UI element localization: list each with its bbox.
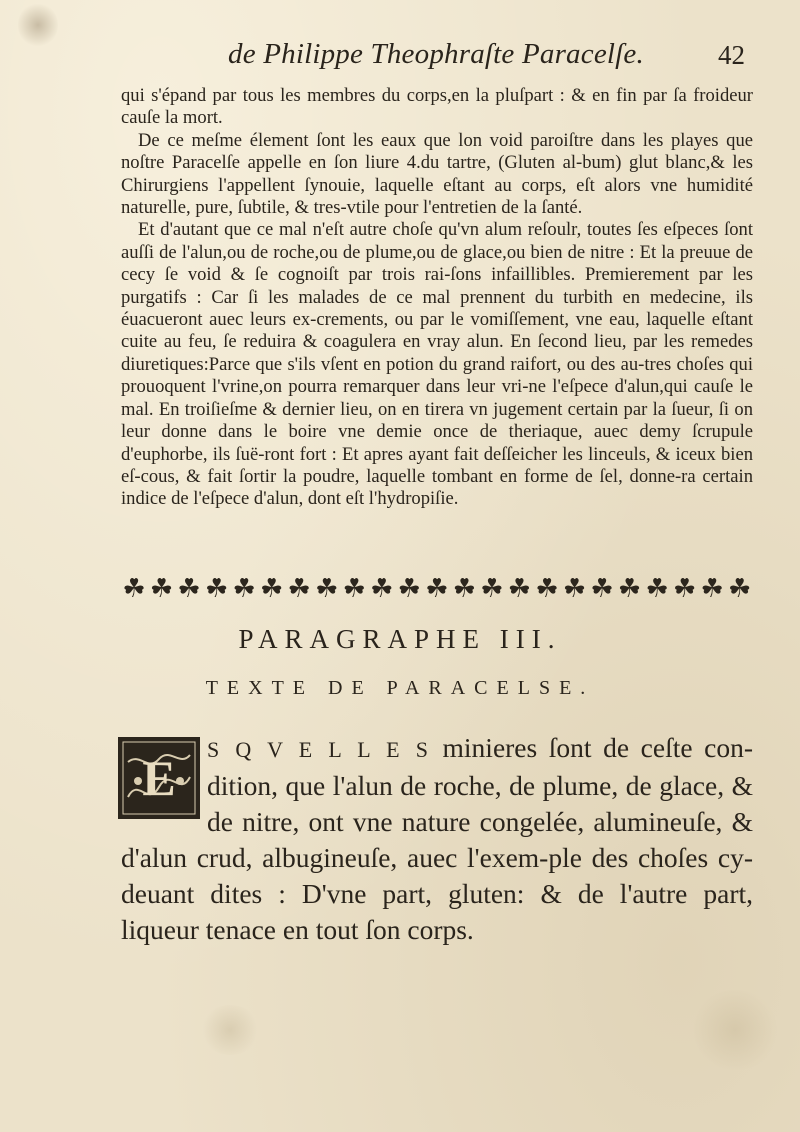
initial-spacer — [121, 730, 207, 838]
commentary-text — [121, 85, 753, 511]
page-header — [0, 38, 800, 78]
fleuron-icon: ☘ — [425, 574, 449, 603]
text-paragraph: Et d'autant que ce mal n'eſt autre choſe qu'vn alum reſoulr, toutes ſes eſpeces ſont auſſi de l'alun,ou de roche,ou de plume,ou de glace,ou bien de nitre : Et la preuue de cecy ſe void & ſe cognoiſt par trois rai-ſons infaillibles. Premierement par les purgatifs : Car ſi les malades de ce mal prennent du turbith en medecine, ils éuacueront auec leurs ex-crements, ou par le vomiſſement, vne eau, laquelle eſtant cuite au feu, ſe reduira & coagulera en vray alun. En ſecond lieu, par les remedes diuretiques:Parce que s'ils vſent en potion du grand raifort, ou des au-tres choſes qui prouoquent l'vrine,on pourra remarquer dans leur vri-ne l'eſpece d'alun,qui cauſe le mal. En troiſieſme & dernier lieu, on en tirera vn jugement certain par la ſueur, ſi on leur donne dans le boire vne demie once de theriaque, auec demy ſcrupule d'euphorbe, ils ſuë-ront fort : Et apres ayant fait deſſeicher les linceuls, & iceux bien eſ-cous, & fait ſortir la poudre, laquelle tombant en forme de ſel, donne-ra certain indice de l'eſpece d'alun, dont eſt l'hydropiſie. — [121, 219, 753, 510]
fleuron-icon: ☘ — [149, 574, 174, 603]
fleuron-icon: ☘ — [590, 574, 614, 603]
fleuron-icon: ☘ — [370, 574, 394, 603]
paper-stain — [200, 1005, 260, 1055]
fleuron-icon: ☘ — [452, 574, 477, 603]
text-paragraph: qui s'épand par tous les membres du corps,en la pluſpart : & en fin par ſa froideur cauſe la mort. — [121, 85, 753, 129]
fleuron-icon: ☘ — [480, 574, 504, 603]
fleuron-icon: ☘ — [700, 574, 724, 603]
opening-small-caps: S Q V E L L E S — [207, 737, 431, 762]
paper-stain — [690, 990, 780, 1070]
paragraph-heading: PARAGRAPHE III. — [238, 624, 562, 654]
fleuron-icon: ☘ — [562, 574, 587, 603]
svg-text:E: E — [142, 750, 176, 806]
fleuron-icon: ☘ — [342, 574, 366, 603]
fleuron-icon: ☘ — [232, 574, 256, 603]
fleuron-icon: ☘ — [397, 574, 421, 603]
paracelsus-body: minieres ſont de ceſte con-dition, que l'alun de roche, de plume, de glace, & de nitre, ont vne nature congelée, alumineuſe, & d'alun crud, albugineuſe, auec l'exem-ple des choſes cy-deuant dites : D'vne part, gluten: & de l'autre part, liqueur tenace en tout ſon corps. — [121, 732, 753, 945]
page-number: 42 — [718, 40, 745, 70]
fleuron-icon: ☘ — [204, 574, 229, 603]
fleuron-icon: ☘ — [260, 574, 284, 603]
fleuron-icon: ☘ — [507, 574, 532, 603]
paracelsus-text — [121, 730, 753, 948]
text-paragraph: De ce meſme élement ſont les eaux que lon void paroiſtre dans les playes que noſtre Paracelſe appelle en ſon liure 4.du tartre, (Gluten al-bum) glut blanc,& les Chirurgiens l'appellent ſynouie, laquelle eſtant au corps, eſt alors vne humidité naturelle, pure, ſubtile, & tres-vtile pour l'entretien de la ſanté. — [121, 129, 753, 219]
fleuron-icon: ☘ — [315, 574, 339, 603]
running-title: de Philippe Theophraſte Paracelſe. — [228, 38, 644, 70]
fleuron-icon: ☘ — [287, 574, 311, 603]
fleuron-icon: ☘ — [728, 574, 752, 603]
fleuron-icon: ☘ — [535, 574, 559, 603]
fleuron-icon: ☘ — [177, 574, 201, 603]
fleuron-icon: ☘ — [617, 574, 642, 603]
ornamental-band — [121, 574, 753, 604]
section-heading: TEXTE DE PARACELSE. — [205, 677, 595, 699]
fleuron-icon: ☘ — [645, 574, 669, 603]
fleuron-icon: ☘ — [672, 574, 697, 603]
fleuron-icon: ☘ — [122, 574, 146, 603]
